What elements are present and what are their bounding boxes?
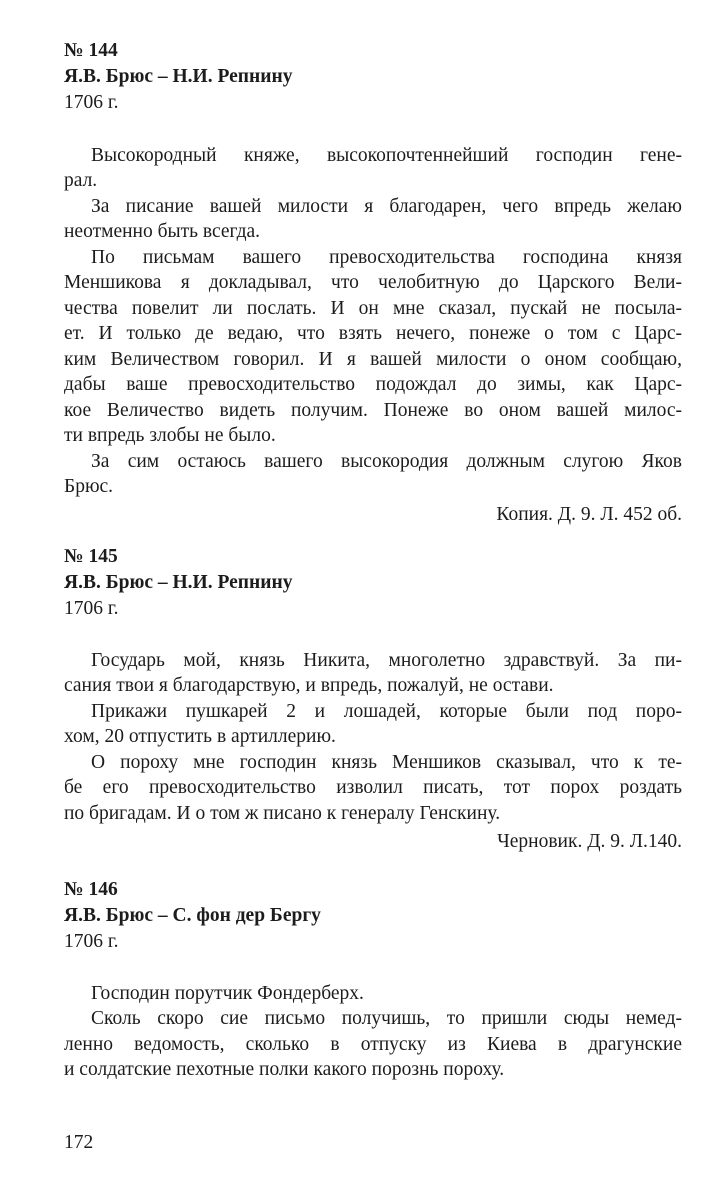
document-number: № 146 bbox=[64, 879, 118, 900]
text-line: и солдатские пехотные полки какого порознь пороху. bbox=[64, 1059, 505, 1080]
text-line: ти впредь злобы не было. bbox=[64, 425, 276, 446]
text-line: по бригадам. И о том ж писано к генералу Генскину. bbox=[64, 803, 501, 824]
text-line: Государь мой, князь Никита, многолетно здравствуй. За пи- bbox=[91, 650, 682, 671]
text-line: Прикажи пушкарей 2 и лошадей, которые были под поро- bbox=[91, 701, 682, 722]
text-line: чества повелит ли послать. И он мне сказал, пускай не посыла- bbox=[64, 298, 682, 319]
text-line: За сим остаюсь вашего высокородия должным слугою Яков bbox=[91, 451, 682, 472]
page-number: 172 bbox=[64, 1132, 94, 1153]
text-line: сания твои я благодарствую, и впредь, пожалуй, не остави. bbox=[64, 675, 554, 696]
document-number: № 145 bbox=[64, 546, 118, 567]
text-line: Господин порутчик Фондерберх. bbox=[91, 983, 364, 1004]
text-line: Брюс. bbox=[64, 476, 114, 497]
text-line: По письмам вашего превосходительства господина князя bbox=[91, 247, 682, 268]
document-year: 1706 г. bbox=[64, 931, 119, 952]
document-year: 1706 г. bbox=[64, 598, 119, 619]
document-year: 1706 г. bbox=[64, 92, 119, 113]
document-source: Черновик. Д. 9. Л.140. bbox=[497, 831, 682, 852]
text-line: кое Величество видеть получим. Понеже во оном вашей милос- bbox=[64, 400, 682, 421]
document-header: Я.В. Брюс – С. фон дер Бергу bbox=[64, 905, 321, 926]
text-line: О пороху мне господин князь Меншиков сказывал, что к те- bbox=[91, 752, 682, 773]
text-line: дабы ваше превосходительство подождал до зимы, как Царс- bbox=[64, 374, 682, 395]
text-line: неотменно быть всегда. bbox=[64, 221, 261, 242]
text-line: рал. bbox=[64, 170, 98, 191]
text-line: Сколь скоро сие письмо получишь, то пришли сюды немед- bbox=[91, 1008, 682, 1029]
text-line: ет. И только де ведаю, что взять нечего, понеже о том с Царс- bbox=[64, 323, 682, 344]
document-header: Я.В. Брюс – Н.И. Репнину bbox=[64, 572, 293, 593]
document-number: № 144 bbox=[64, 40, 118, 61]
text-line: ким Величеством говорил. И я вашей милости о оном сообщаю, bbox=[64, 349, 682, 370]
text-line: ленно ведомость, сколько в отпуску из Киева в драгунские bbox=[64, 1034, 682, 1055]
text-line: бе его превосходительство изволил писать, тот порох роздать bbox=[64, 777, 682, 798]
text-line: Высокородный княже, высокопочтеннейший господин гене- bbox=[91, 145, 682, 166]
document-source: Копия. Д. 9. Л. 452 об. bbox=[496, 504, 682, 525]
document-header: Я.В. Брюс – Н.И. Репнину bbox=[64, 66, 293, 87]
text-line: Меншикова я докладывал, что челобитную до Царского Вели- bbox=[64, 272, 682, 293]
text-line: За писание вашей милости я благодарен, чего впредь желаю bbox=[91, 196, 682, 217]
text-line: хом, 20 отпустить в артиллерию. bbox=[64, 726, 336, 747]
